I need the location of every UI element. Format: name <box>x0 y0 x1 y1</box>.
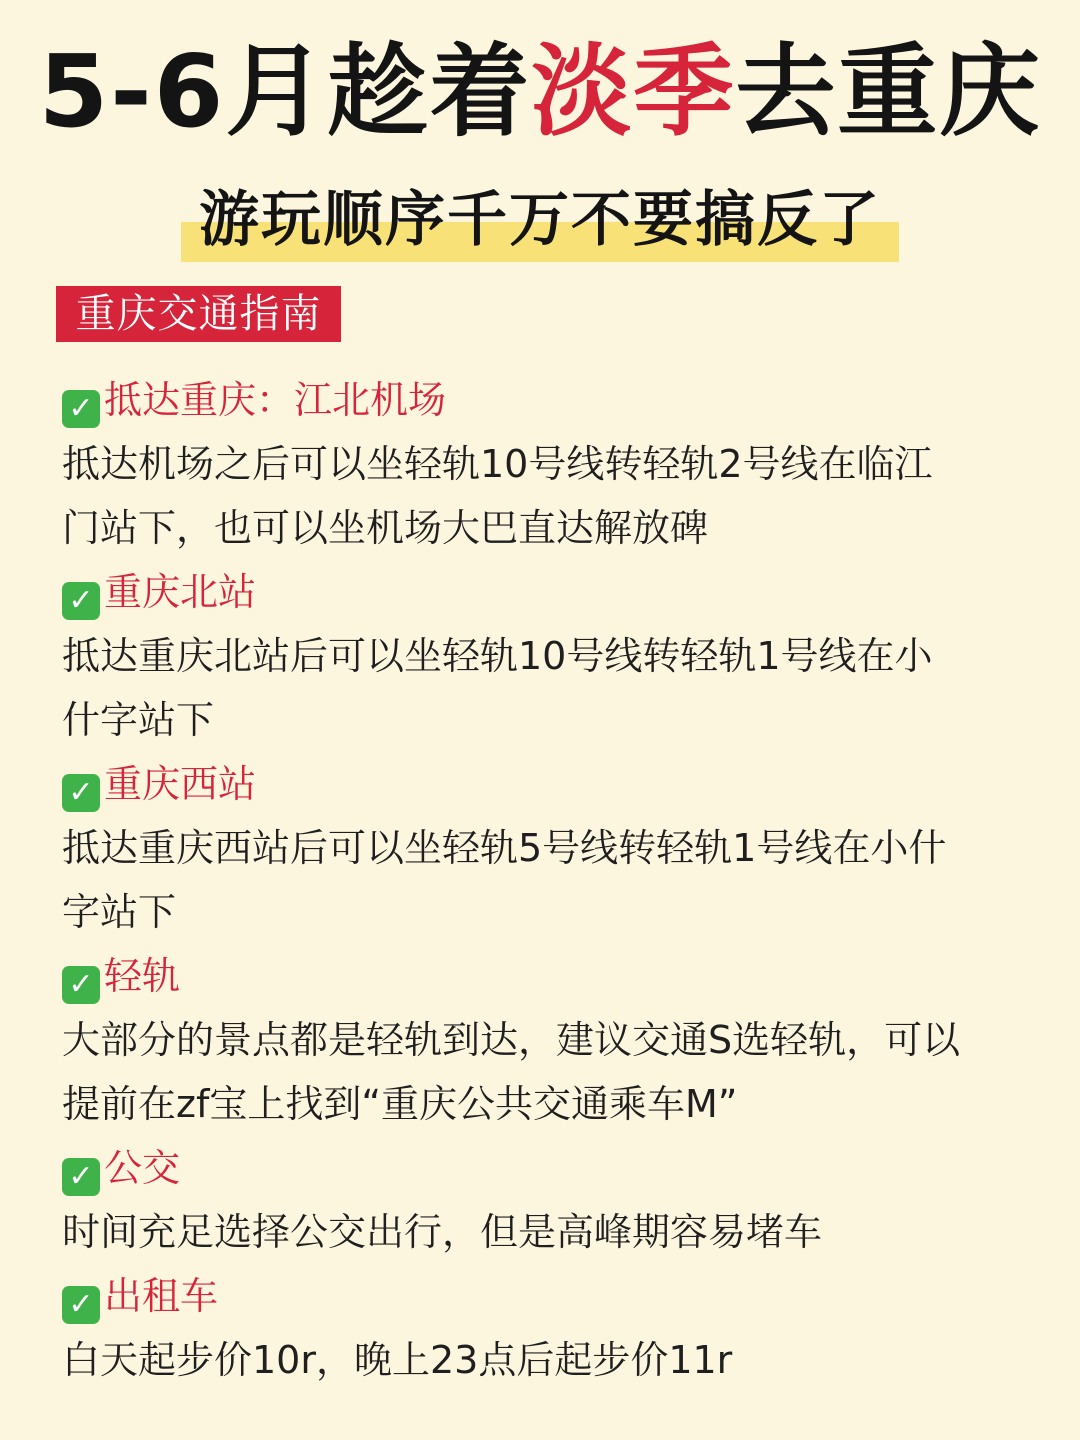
item-heading <box>62 1264 1022 1328</box>
guide-item-west-station <box>62 752 1022 944</box>
item-heading-text: 重庆北站 <box>104 570 257 614</box>
item-description-line: 抵达机场之后可以坐轻轨10号线转轻轨2号线在临江 <box>62 442 933 486</box>
subtitle-wrapper <box>0 178 1080 262</box>
check-box-icon: ✓ <box>62 966 100 1004</box>
item-heading <box>62 944 1022 1008</box>
item-heading-text: 轻轨 <box>104 954 181 998</box>
item-heading-text: 重庆西站 <box>104 762 257 806</box>
item-heading <box>62 752 1022 816</box>
item-heading <box>62 1136 1022 1200</box>
item-description-line: 门站下，也可以坐机场大巴直达解放碑 <box>62 506 709 550</box>
page-title <box>0 34 1080 150</box>
item-description-line: 提前在zf宝上找到“重庆公共交通乘车M” <box>62 1082 738 1126</box>
item-description-line: 什字站下 <box>62 698 215 742</box>
item-heading <box>62 560 1022 624</box>
check-box-icon: ✓ <box>62 1286 100 1324</box>
item-description <box>62 816 1022 944</box>
item-description-line: 抵达重庆西站后可以坐轻轨5号线转轻轨1号线在小什 <box>62 826 947 870</box>
item-description <box>62 432 1022 560</box>
guide-list <box>62 368 1022 1392</box>
item-heading <box>62 368 1022 432</box>
title-highlight: 淡季 <box>531 33 736 150</box>
item-description-line: 大部分的景点都是轻轨到达，建议交通S选轻轨，可以 <box>62 1018 961 1062</box>
item-description-line: 时间充足选择公交出行，但是高峰期容易堵车 <box>62 1210 823 1254</box>
guide-item-north-station <box>62 560 1022 752</box>
title-prefix: 5-6月趁着 <box>38 33 532 150</box>
item-description-line: 白天起步价10r，晚上23点后起步价11r <box>62 1338 733 1382</box>
item-description <box>62 1008 1022 1136</box>
check-box-icon: ✓ <box>62 1158 100 1196</box>
check-box-icon: ✓ <box>62 774 100 812</box>
item-description <box>62 1328 1022 1392</box>
item-heading-text: 公交 <box>104 1146 181 1190</box>
guide-item-taxi <box>62 1264 1022 1392</box>
guide-item-bus <box>62 1136 1022 1264</box>
item-description <box>62 624 1022 752</box>
guide-item-airport <box>62 368 1022 560</box>
item-description-line: 字站下 <box>62 890 177 934</box>
item-description <box>62 1200 1022 1264</box>
page-subtitle: 游玩顺序千万不要搞反了 <box>181 178 899 262</box>
check-box-icon: ✓ <box>62 582 100 620</box>
title-suffix: 去重庆 <box>735 33 1042 150</box>
guide-item-light-rail <box>62 944 1022 1136</box>
item-description-line: 抵达重庆北站后可以坐轻轨10号线转轻轨1号线在小 <box>62 634 933 678</box>
section-tag: 重庆交通指南 <box>56 286 341 342</box>
item-heading-text: 抵达重庆：江北机场 <box>104 378 447 422</box>
item-heading-text: 出租车 <box>104 1274 219 1318</box>
check-box-icon: ✓ <box>62 390 100 428</box>
